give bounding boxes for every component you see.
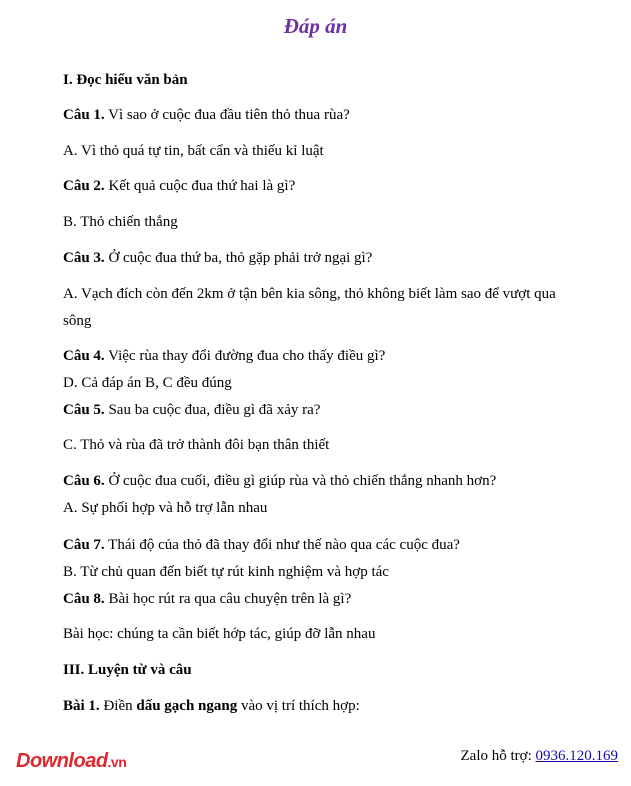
question-text: Thái độ của thỏ đã thay đổi như thế nào qua các cuộc đua? (104, 537, 460, 553)
question-label: Câu 5. (63, 402, 105, 418)
question-2 (63, 178, 295, 195)
question-label: Câu 6. (63, 473, 105, 489)
exercise-1 (63, 698, 360, 715)
question-text: Việc rùa thay đổi đường đua cho thấy điều gì? (104, 348, 386, 364)
answer-3-line-1: A. Vạch đích còn đến 2km ở tận bên kia sông, thỏ không biết làm sao để vượt qua (63, 286, 556, 302)
question-7 (63, 537, 460, 554)
answer-1: A. Vì thỏ quá tự tin, bất cẩn và thiếu kỉ luật (63, 143, 324, 159)
download-logo[interactable] (16, 750, 126, 773)
question-label: Câu 1. (63, 107, 105, 123)
answer-6: A. Sự phối hợp và hỗ trợ lẫn nhau (63, 500, 268, 516)
question-label: Câu 2. (63, 178, 105, 194)
exercise-text: Điền (99, 698, 137, 714)
answer-3-line-2: sông (63, 313, 92, 329)
question-3 (63, 250, 372, 267)
question-label: Câu 4. (63, 348, 105, 364)
question-text: Vì sao ở cuộc đua đầu tiên thỏ thua rùa? (104, 107, 350, 123)
answer-7: B. Từ chủ quan đến biết tự rút kinh nghiệm và hợp tác (63, 564, 389, 580)
logo-text: Download (16, 750, 108, 772)
question-4 (63, 348, 385, 365)
section-heading-reading: I. Đọc hiểu văn bản (63, 72, 188, 88)
section-heading-vocabulary: III. Luyện từ và câu (63, 662, 192, 678)
question-label: Câu 3. (63, 250, 105, 266)
question-8 (63, 591, 351, 608)
question-text: Kết quả cuộc đua thứ hai là gì? (104, 178, 296, 194)
question-text: Ở cuộc đua cuối, điều gì giúp rùa và thỏ chiến thắng nhanh hơn? (104, 473, 497, 489)
logo-suffix: .vn (107, 754, 127, 770)
exercise-label: Bài 1. (63, 698, 100, 714)
support-phone-link[interactable]: 0936.120.169 (535, 748, 618, 764)
question-text: Sau ba cuộc đua, điều gì đã xảy ra? (104, 402, 321, 418)
question-text: Ở cuộc đua thứ ba, thỏ gặp phải trở ngại gì? (104, 250, 373, 266)
answer-4: D. Cả đáp án B, C đều đúng (63, 375, 232, 391)
answer-5: C. Thỏ và rùa đã trở thành đôi bạn thân thiết (63, 437, 330, 453)
page-title: Đáp án (283, 14, 348, 38)
exercise-text-end: vào vị trí thích hợp: (237, 698, 360, 714)
answer-8: Bài học: chúng ta cần biết hớp tác, giúp đỡ lẫn nhau (63, 626, 376, 642)
support-label: Zalo hỗ trợ: (460, 748, 536, 764)
question-label: Câu 7. (63, 537, 105, 553)
support-contact (461, 748, 619, 765)
question-1 (63, 107, 350, 124)
question-label: Câu 8. (63, 591, 105, 607)
exercise-emphasis: dấu gạch ngang (136, 698, 238, 714)
question-6 (63, 473, 496, 490)
answer-2: B. Thỏ chiến thắng (63, 214, 178, 230)
question-text: Bài học rút ra qua câu chuyện trên là gì? (104, 591, 352, 607)
question-5 (63, 402, 320, 419)
